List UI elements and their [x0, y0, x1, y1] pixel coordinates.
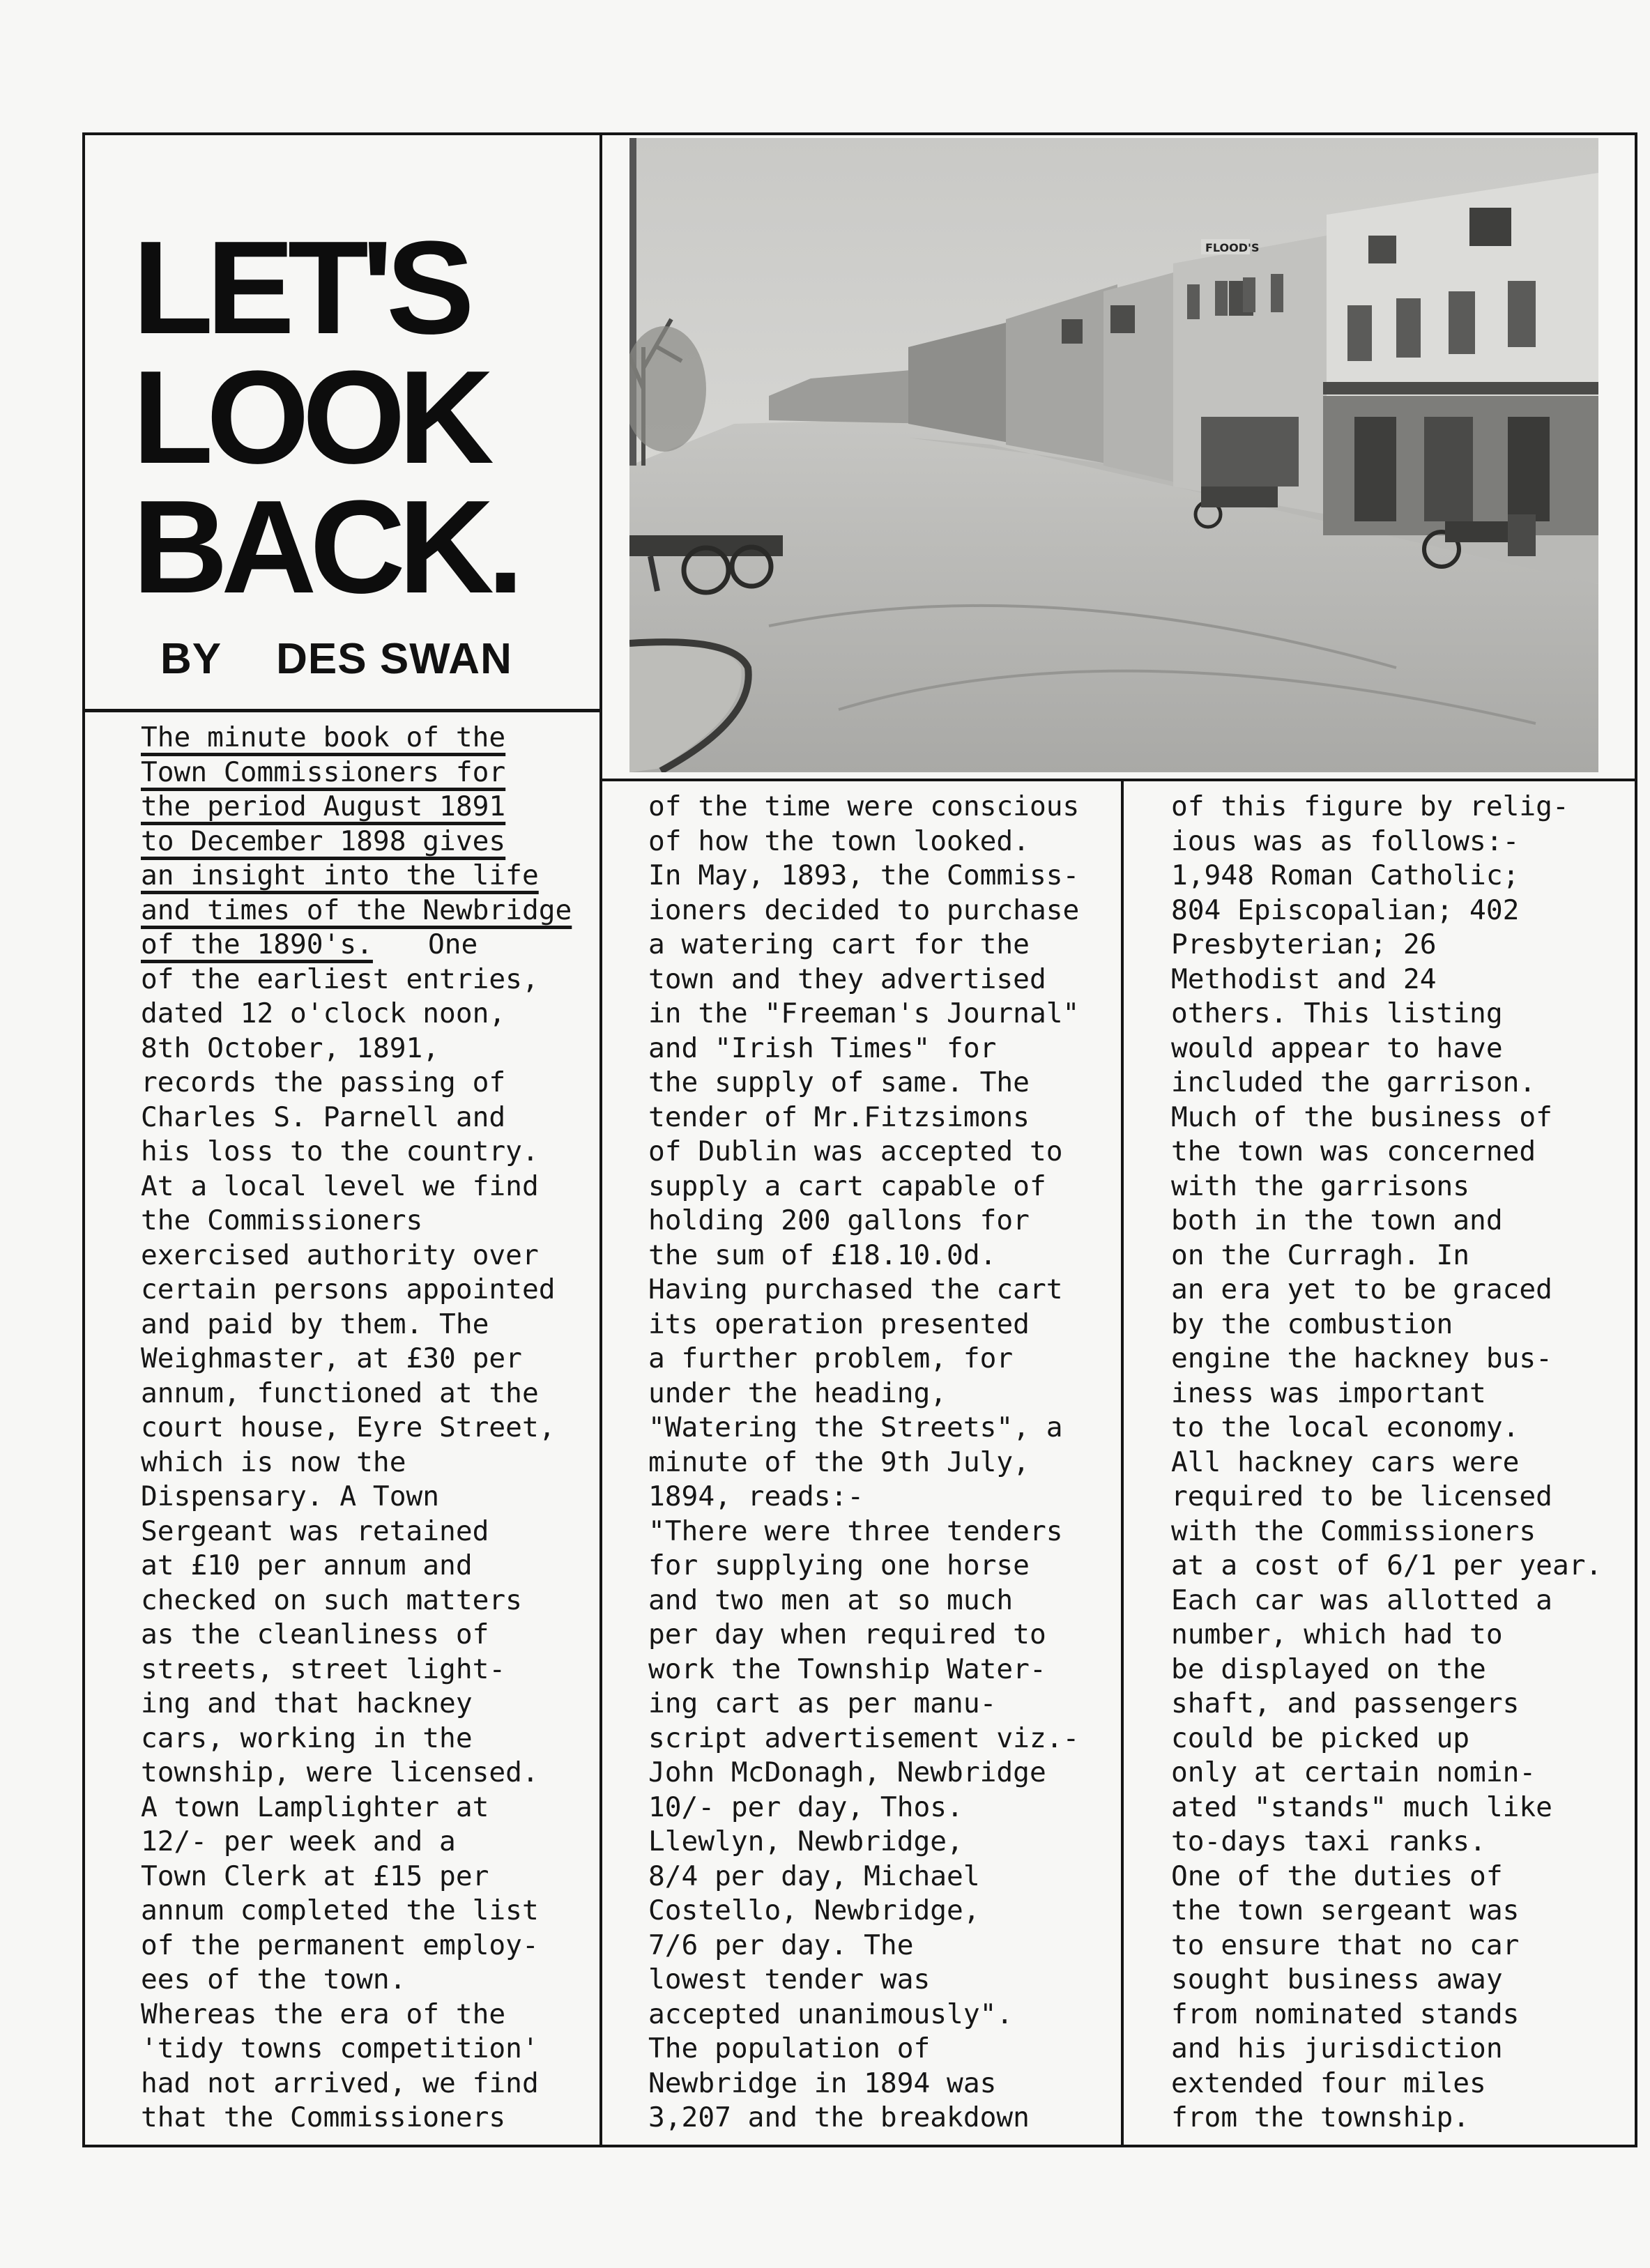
text-line: from nominated stands: [1171, 1998, 1520, 2030]
text-line: by the combustion: [1171, 1308, 1453, 1340]
text-line: ees of the town.: [141, 1963, 406, 1995]
text-line: could be picked up: [1171, 1722, 1470, 1754]
text-line: the supply of same. The: [648, 1066, 1030, 1098]
text-line: to ensure that no car: [1171, 1929, 1520, 1961]
text-line: required to be licensed: [1171, 1480, 1552, 1512]
text-line: ious was as follows:-: [1171, 825, 1520, 857]
text-line: script advertisement viz.-: [648, 1722, 1080, 1754]
column-divider-2: [1121, 779, 1124, 2147]
text-line: Whereas the era of the: [141, 1998, 506, 2030]
text-line: at a cost of 6/1 per year.: [1171, 1549, 1603, 1581]
text-line: Charles S. Parnell and: [141, 1101, 506, 1133]
text-line: The population of: [648, 2032, 931, 2064]
title-divider-rule: [82, 709, 602, 712]
text-line: the town was concerned: [1171, 1135, 1536, 1167]
text-line: a watering cart for the: [648, 928, 1030, 960]
headline: [132, 214, 523, 621]
text-line: with the garrisons: [1171, 1170, 1470, 1202]
text-line: certain persons appointed: [141, 1273, 556, 1305]
text-line: iness was important: [1171, 1377, 1486, 1409]
text-line: ated "stands" much like: [1171, 1791, 1552, 1823]
text-line: to-days taxi ranks.: [1171, 1825, 1486, 1857]
text-line: Weighmaster, at £30 per: [141, 1342, 522, 1374]
text-line: Each car was allotted a: [1171, 1584, 1552, 1616]
text-line: Costello, Newbridge,: [648, 1894, 980, 1926]
text-line: shaft, and passengers: [1171, 1687, 1520, 1719]
text-line: others. This listing: [1171, 997, 1503, 1029]
text-line: a further problem, for: [648, 1342, 1014, 1374]
text-line: ing cart as per manu-: [648, 1687, 997, 1719]
text-line: minute of the 9th July,: [648, 1446, 1030, 1478]
text-line: 'tidy towns competition': [141, 2032, 539, 2064]
intro-line-6: and times of the Newbridge: [141, 894, 572, 926]
text-line: ing and that hackney: [141, 1687, 473, 1719]
text-line: In May, 1893, the Commiss-: [648, 859, 1080, 891]
text-line: lowest tender was: [648, 1963, 931, 1995]
text-line: Dispensary. A Town: [141, 1480, 440, 1512]
text-line: of the permanent employ-: [141, 1929, 539, 1961]
text-line: One of the duties of: [1171, 1860, 1503, 1892]
text-line: town and they advertised: [648, 963, 1046, 995]
text-line: of Dublin was accepted to: [648, 1135, 1063, 1167]
intro-one: One: [427, 928, 478, 960]
text-line: Llewlyn, Newbridge,: [648, 1825, 963, 1857]
frame-right-rule: [1635, 132, 1637, 2147]
text-line: Much of the business of: [1171, 1101, 1552, 1133]
text-line: for supplying one horse: [648, 1549, 1030, 1581]
text-line: 8/4 per day, Michael: [648, 1860, 980, 1892]
text-line: annum, functioned at the: [141, 1377, 539, 1409]
article-column-3: [1171, 790, 1602, 2136]
text-line: per day when required to: [648, 1618, 1046, 1650]
headline-line-2: LOOK: [132, 344, 487, 491]
text-line: sought business away: [1171, 1963, 1503, 1995]
text-line: tender of Mr.Fitzsimons: [648, 1101, 1030, 1133]
text-line: "There were three tenders: [648, 1515, 1063, 1547]
text-line: accepted unanimously".: [648, 1998, 1014, 2030]
byline-by: BY: [160, 635, 222, 683]
text-line: 12/- per week and a: [141, 1825, 456, 1857]
text-line: 1,948 Roman Catholic;: [1171, 859, 1520, 891]
text-line: from the township.: [1171, 2101, 1470, 2133]
article-column-1: [141, 721, 572, 2136]
text-line: under the heading,: [648, 1377, 947, 1409]
text-line: on the Curragh. In: [1171, 1239, 1470, 1271]
text-line: township, were licensed.: [141, 1756, 539, 1788]
text-line: holding 200 gallons for: [648, 1204, 1030, 1236]
frame-bottom-rule: [82, 2145, 1637, 2147]
text-line: 8th October, 1891,: [141, 1032, 440, 1064]
intro-line-5: an insight into the life: [141, 859, 539, 891]
text-line: Sergeant was retained: [141, 1515, 489, 1547]
text-line: its operation presented: [648, 1308, 1030, 1340]
text-line: only at certain nomin-: [1171, 1756, 1536, 1788]
text-line: number, which had to: [1171, 1618, 1503, 1650]
text-line: both in the town and: [1171, 1204, 1503, 1236]
text-line: of the time were conscious: [648, 790, 1080, 822]
text-line: which is now the: [141, 1446, 406, 1478]
text-line: Newbridge in 1894 was: [648, 2067, 997, 2099]
text-line: Town Clerk at £15 per: [141, 1860, 489, 1892]
street-photo-image: [629, 138, 1598, 772]
text-line: 804 Episcopalian; 402: [1171, 894, 1520, 926]
text-line: with the Commissioners: [1171, 1515, 1536, 1547]
text-line: that the Commissioners: [141, 2101, 506, 2133]
frame-left-rule: [82, 132, 85, 2147]
text-line: the town sergeant was: [1171, 1894, 1520, 1926]
text-line: 7/6 per day. The: [648, 1929, 914, 1961]
text-line: ioners decided to purchase: [648, 894, 1080, 926]
intro-line-7: of the 1890's.: [141, 928, 373, 960]
text-line: dated 12 o'clock noon,: [141, 997, 506, 1029]
photo-bottom-rule: [602, 779, 1637, 781]
text-line: be displayed on the: [1171, 1653, 1486, 1685]
text-line: would appear to have: [1171, 1032, 1503, 1064]
text-line: as the cleanliness of: [141, 1618, 489, 1650]
text-line: streets, street light-: [141, 1653, 506, 1685]
text-line: 1894, reads:-: [648, 1480, 864, 1512]
article-column-2: [648, 790, 1079, 2136]
text-line: in the "Freeman's Journal": [648, 997, 1080, 1029]
text-line: to the local economy.: [1171, 1411, 1520, 1443]
text-line: of how the town looked.: [648, 825, 1030, 857]
text-line: records the passing of: [141, 1066, 506, 1098]
text-line: A town Lamplighter at: [141, 1791, 489, 1823]
text-line: and two men at so much: [648, 1584, 1014, 1616]
text-line: and paid by them. The: [141, 1308, 489, 1340]
text-line: John McDonagh, Newbridge: [648, 1756, 1046, 1788]
byline: [160, 634, 512, 684]
text-line: extended four miles: [1171, 2067, 1486, 2099]
text-line: work the Township Water-: [648, 1653, 1046, 1685]
intro-line-4: to December 1898 gives: [141, 825, 506, 857]
text-line: court house, Eyre Street,: [141, 1411, 556, 1443]
text-line: Presbyterian; 26: [1171, 928, 1437, 960]
shop-sign: FLOOD'S: [1205, 241, 1260, 254]
text-line: All hackney cars were: [1171, 1446, 1520, 1478]
intro-line-3: the period August 1891: [141, 790, 506, 822]
text-line: of this figure by relig-: [1171, 790, 1569, 822]
text-line: annum completed the list: [141, 1894, 539, 1926]
text-line: at £10 per annum and: [141, 1549, 473, 1581]
text-line: Having purchased the cart: [648, 1273, 1063, 1305]
text-line: and "Irish Times" for: [648, 1032, 997, 1064]
text-line: Methodist and 24: [1171, 963, 1437, 995]
text-line: engine the hackney bus-: [1171, 1342, 1552, 1374]
column-divider-1: [599, 132, 602, 2147]
text-line: 10/- per day, Thos.: [648, 1791, 963, 1823]
text-line: 3,207 and the breakdown: [648, 2101, 1030, 2133]
text-line: exercised authority over: [141, 1239, 539, 1271]
headline-line-1: LET'S: [132, 214, 468, 362]
intro-line-2: Town Commissioners for: [141, 756, 506, 788]
text-line: his loss to the country.: [141, 1135, 539, 1167]
headline-line-3: BACK.: [132, 473, 517, 621]
frame-top-rule: [82, 132, 1637, 135]
text-line: included the garrison.: [1171, 1066, 1536, 1098]
text-line: the sum of £18.10.0d.: [648, 1239, 997, 1271]
text-line: an era yet to be graced: [1171, 1273, 1552, 1305]
text-line: of the earliest entries,: [141, 963, 539, 995]
text-line: At a local level we find: [141, 1170, 539, 1202]
text-line: "Watering the Streets", a: [648, 1411, 1063, 1443]
text-line: the Commissioners: [141, 1204, 423, 1236]
text-line: had not arrived, we find: [141, 2067, 539, 2099]
text-line: cars, working in the: [141, 1722, 473, 1754]
byline-author: DES SWAN: [276, 635, 512, 683]
intro-line-1: The minute book of the: [141, 721, 506, 753]
text-line: checked on such matters: [141, 1584, 522, 1616]
text-line: supply a cart capable of: [648, 1170, 1046, 1202]
street-photo: [629, 138, 1598, 772]
text-line: and his jurisdiction: [1171, 2032, 1503, 2064]
